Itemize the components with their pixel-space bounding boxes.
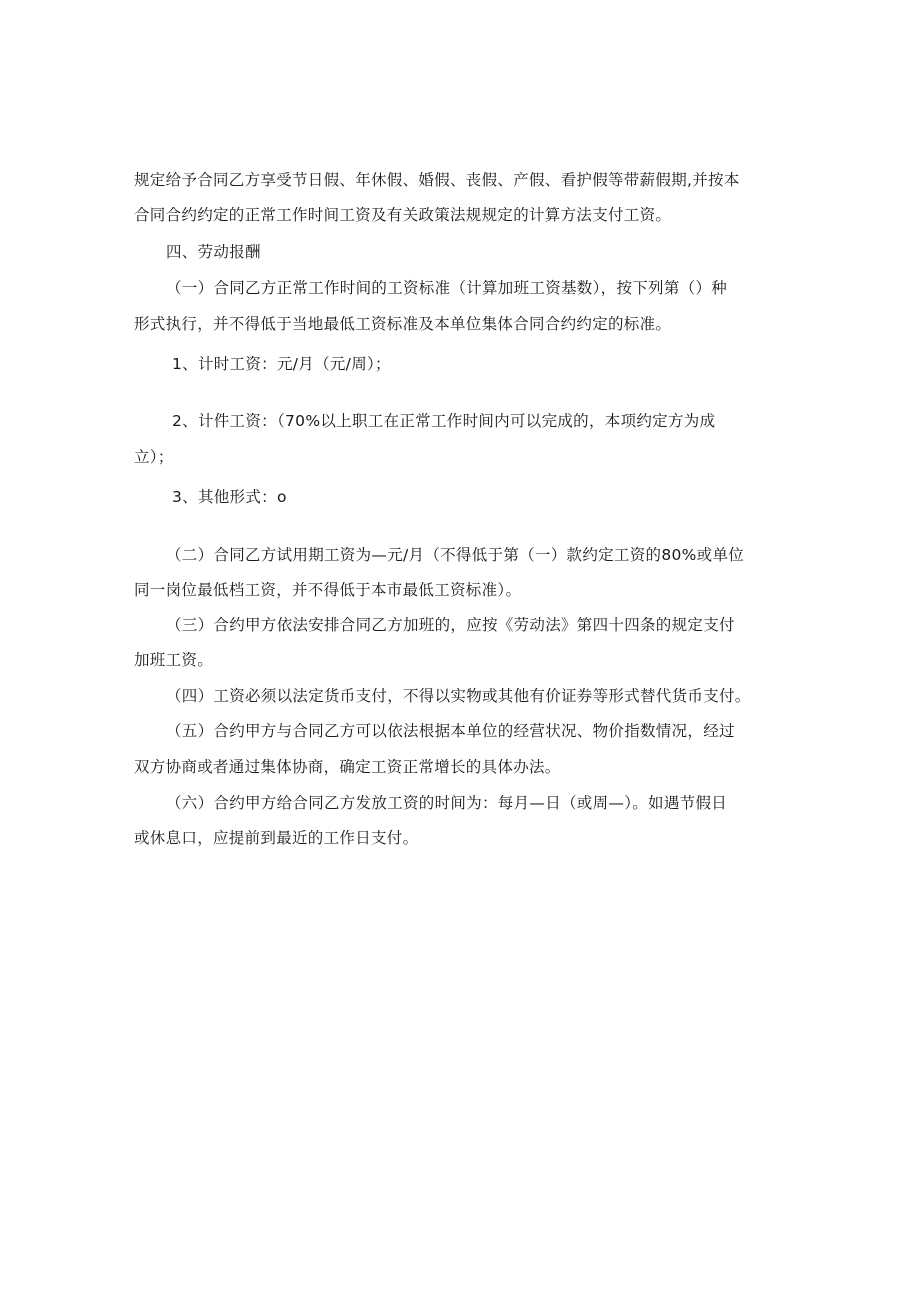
list-item: 3、其他形式：o (172, 488, 287, 506)
list-item: 2、计件工资：（70%以上职工在正常工作时间内可以完成的，本项约定方为成 (172, 412, 716, 430)
clause-text-line: （五）合约甲方与合同乙方可以依法根据本单位的经营状况、物价指数情况，经过 (166, 722, 735, 740)
body-text-line: 合同合约约定的正常工作时间工资及有关政策法规规定的计算方法支付工资。 (134, 206, 672, 224)
list-item: 1、计时工资：元/月（元/周）； (172, 355, 391, 373)
clause-text-line: （三）合约甲方依法安排合同乙方加班的，应按《劳动法》第四十四条的规定支付 (166, 616, 735, 634)
clause-text-line: 加班工资。 (134, 651, 214, 669)
list-item-continuation: 立）； (134, 448, 174, 466)
clause-text-line: （二）合同乙方试用期工资为—元/月（不得低于第（一）款约定工资的80%或单位 (166, 546, 745, 564)
clause-text-line: （四）工资必须以法定货币支付，不得以实物或其他有价证券等形式替代货币支付。 (166, 687, 751, 705)
clause-text-line: 或休息口，应提前到最近的工作日支付。 (134, 829, 419, 847)
clause-text-line: （六）合约甲方给合同乙方发放工资的时间为：每月—日（或周—）。如遇节假日 (166, 794, 728, 812)
clause-text-line: （一）合同乙方正常工作时间的工资标准（计算加班工资基数），按下列第（）种 (166, 279, 728, 297)
clause-text-line: 形式执行，并不得低于当地最低工资标准及本单位集体合同合约约定的标准。 (134, 315, 672, 333)
clause-text-line: 同一岗位最低档工资，并不得低于本市最低工资标准）。 (134, 581, 522, 599)
clause-text-line: 双方协商或者通过集体协商，确定工资正常增长的具体办法。 (134, 758, 561, 776)
body-text-line: 规定给予合同乙方享受节日假、年休假、婚假、丧假、产假、看护假等带薪假期,并按本 (134, 171, 740, 189)
section-heading: 四、劳动报酬 (166, 243, 261, 261)
